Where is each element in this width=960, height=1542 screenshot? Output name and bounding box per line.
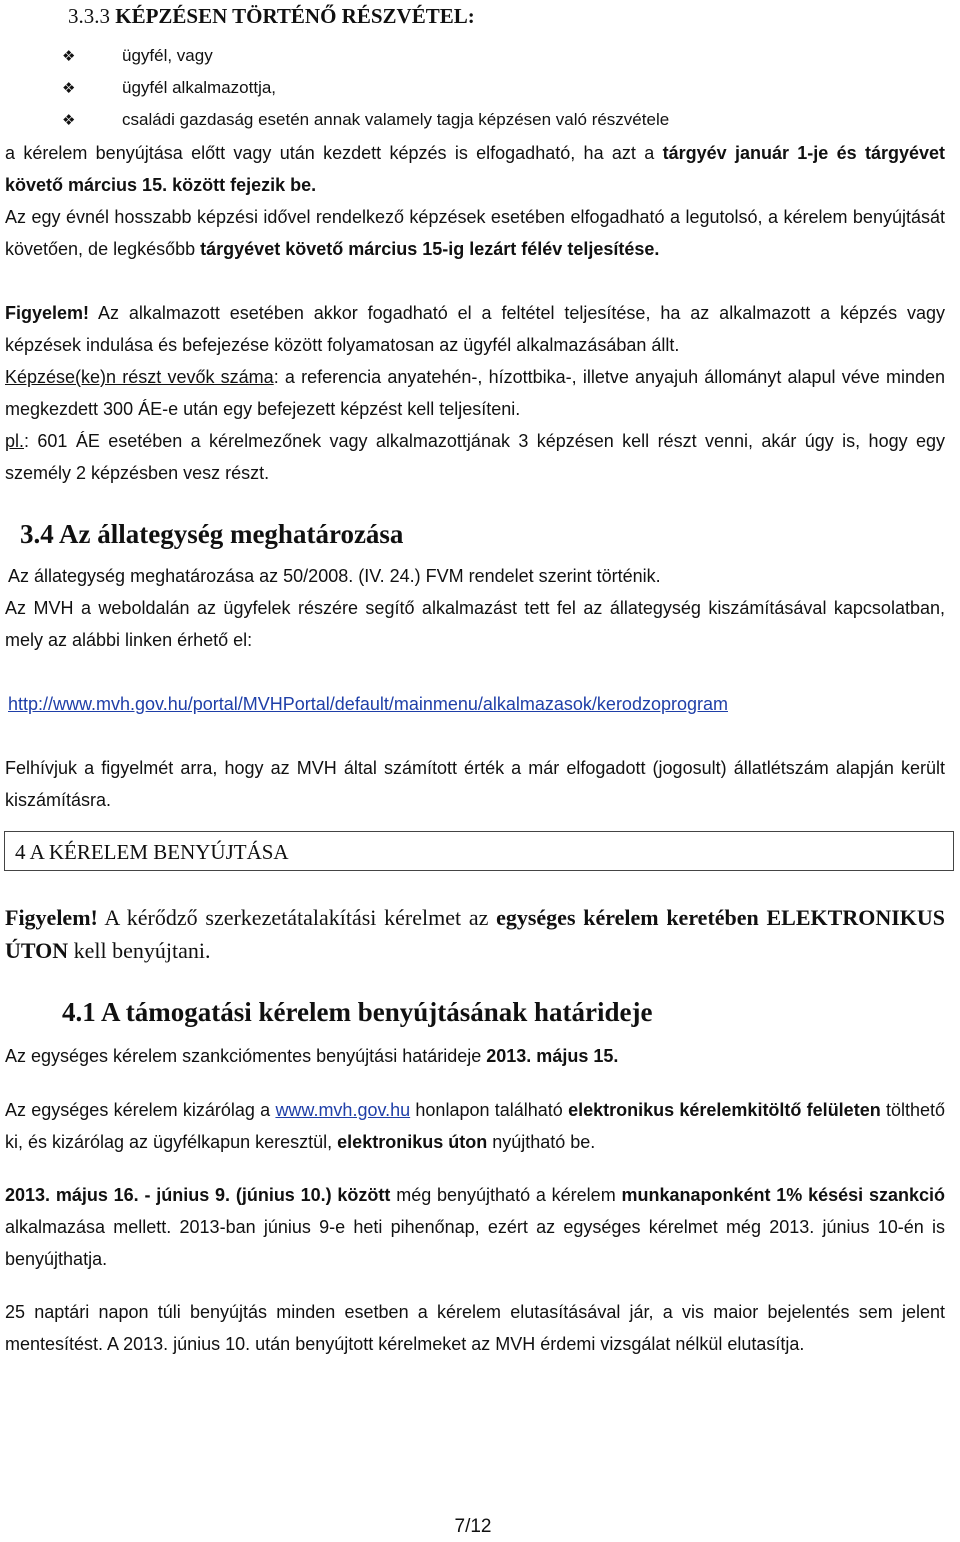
calculator-link-text[interactable]: http://www.mvh.gov.hu/portal/MVHPortal/default/mainmenu/alkalmazasok/kerodzoprogram [8, 694, 728, 714]
bullet-item: ❖ családi gazdaság esetén annak valamely tagja képzésen való részvétele [62, 105, 669, 135]
paragraph-calculator-info: Az MVH a weboldalán az ügyfelek részére segítő alkalmazást tett fel az állategység kiszámításával kapcsolatban, mely az alábbi linken érhető el: [5, 598, 945, 650]
bullet-item: ❖ ügyfél, vagy [62, 41, 213, 71]
paragraph-electronic-submission: Figyelem! A kérődző szerkezetátalakítási kérelmet az egységes kérelem keretében ELEKTRONIKUS ÚTON kell benyújtani. [5, 905, 946, 963]
paragraph-regulation: Az állategység meghatározása az 50/2008. (IV. 24.) FVM rendelet szerint történik. [8, 566, 661, 586]
section-title: KÉPZÉSEN TÖRTÉNŐ RÉSZVÉTEL: [115, 4, 475, 28]
section-heading-3-4: 3.4 Az állategység meghatározása [20, 519, 404, 549]
paragraph-example: pl.: 601 ÁE esetében a kérelmezőnek vagy alkalmazottjának 3 képzésen kell részt venni, akár úgy is, hogy egy személy 2 képzésben vesz részt. [5, 431, 945, 483]
paragraph-mvh-notice: Felhívjuk a figyelmét arra, hogy az MVH által számított érték a már elfogadott (jogosult) állatlétszám alapján került kiszámításra. [5, 758, 945, 810]
paragraph-employee-note: Figyelem! Az alkalmazott esetében akkor fogadható el a feltétel teljesítése, ha az alkalmazott a képzés vagy képzések indulása és befejezése között folyamatosan az ügyfél alkalmazásában állt. [5, 303, 945, 355]
paragraph-long-training: Az egy évnél hosszabb képzési idővel rendelkező képzések esetében elfogadható a legutolsó, a kérelem benyújtását követően, de legkésőbb tárgyévet követő március 15-ig lezárt félév teljesítése. [5, 207, 945, 259]
diamond-bullet-icon: ❖ [62, 111, 76, 129]
paragraph-late-submission: 2013. május 16. - június 9. (június 10.) között még benyújtható a kérelem munkanaponként 1% késési szankció alkalmazása mellett. 2013-ban június 9-e heti pihenőnap, ezért az egységes kérelmet még 2013. június 10-én is benyújthatja. [5, 1185, 945, 1269]
section-heading-4-box [4, 831, 954, 871]
bullet-item: ❖ ügyfél alkalmazottja, [62, 73, 276, 103]
calculator-link[interactable] [8, 688, 948, 720]
diamond-bullet-icon: ❖ [62, 47, 76, 65]
paragraph-training-period: a kérelem benyújtása előtt vagy után kezdett képzés is elfogadható, ha azt a tárgyév január 1-je és tárgyévet követő március 15. között fejezik be. [5, 143, 946, 195]
page-number: 7/12 [454, 1516, 492, 1537]
section-number: 3.3.3 [68, 4, 110, 28]
mvh-website-link[interactable]: www.mvh.gov.hu [275, 1100, 411, 1120]
paragraph-online-form: Az egységes kérelem kizárólag a www.mvh.gov.hu honlapon található elektronikus kérelemkitöltő felületen tölthető ki, és kizárólag az ügyfélkapun keresztül, elektronikus úton nyújtható be. [5, 1100, 946, 1152]
paragraph-participant-count: Képzése(ke)n részt vevők száma: a referencia anyatehén-, hízottbika-, illetve anyajuh állományt alapul véve minden megkezdett 300 ÁE-e után egy befejezett képzést kell teljesíteni. [5, 367, 945, 419]
paragraph-deadline: Az egységes kérelem szankciómentes benyújtási határideje 2013. május 15. [5, 1046, 619, 1066]
section-heading-4: 4 A KÉRELEM BENYÚJTÁSA [15, 840, 289, 864]
paragraph-rejection: 25 naptári napon túli benyújtás minden esetben a kérelem elutasításával jár, a vis maior bejelentés sem jelent mentesítést. A 2013. június 10. után benyújtott kérelmeket az MVH érdemi vizsgálat nélkül elutasítja. [5, 1302, 945, 1354]
section-heading-4-1: 4.1 A támogatási kérelem benyújtásának határideje [62, 997, 653, 1027]
diamond-bullet-icon: ❖ [62, 79, 76, 97]
section-heading-3-3-3 [68, 2, 475, 30]
